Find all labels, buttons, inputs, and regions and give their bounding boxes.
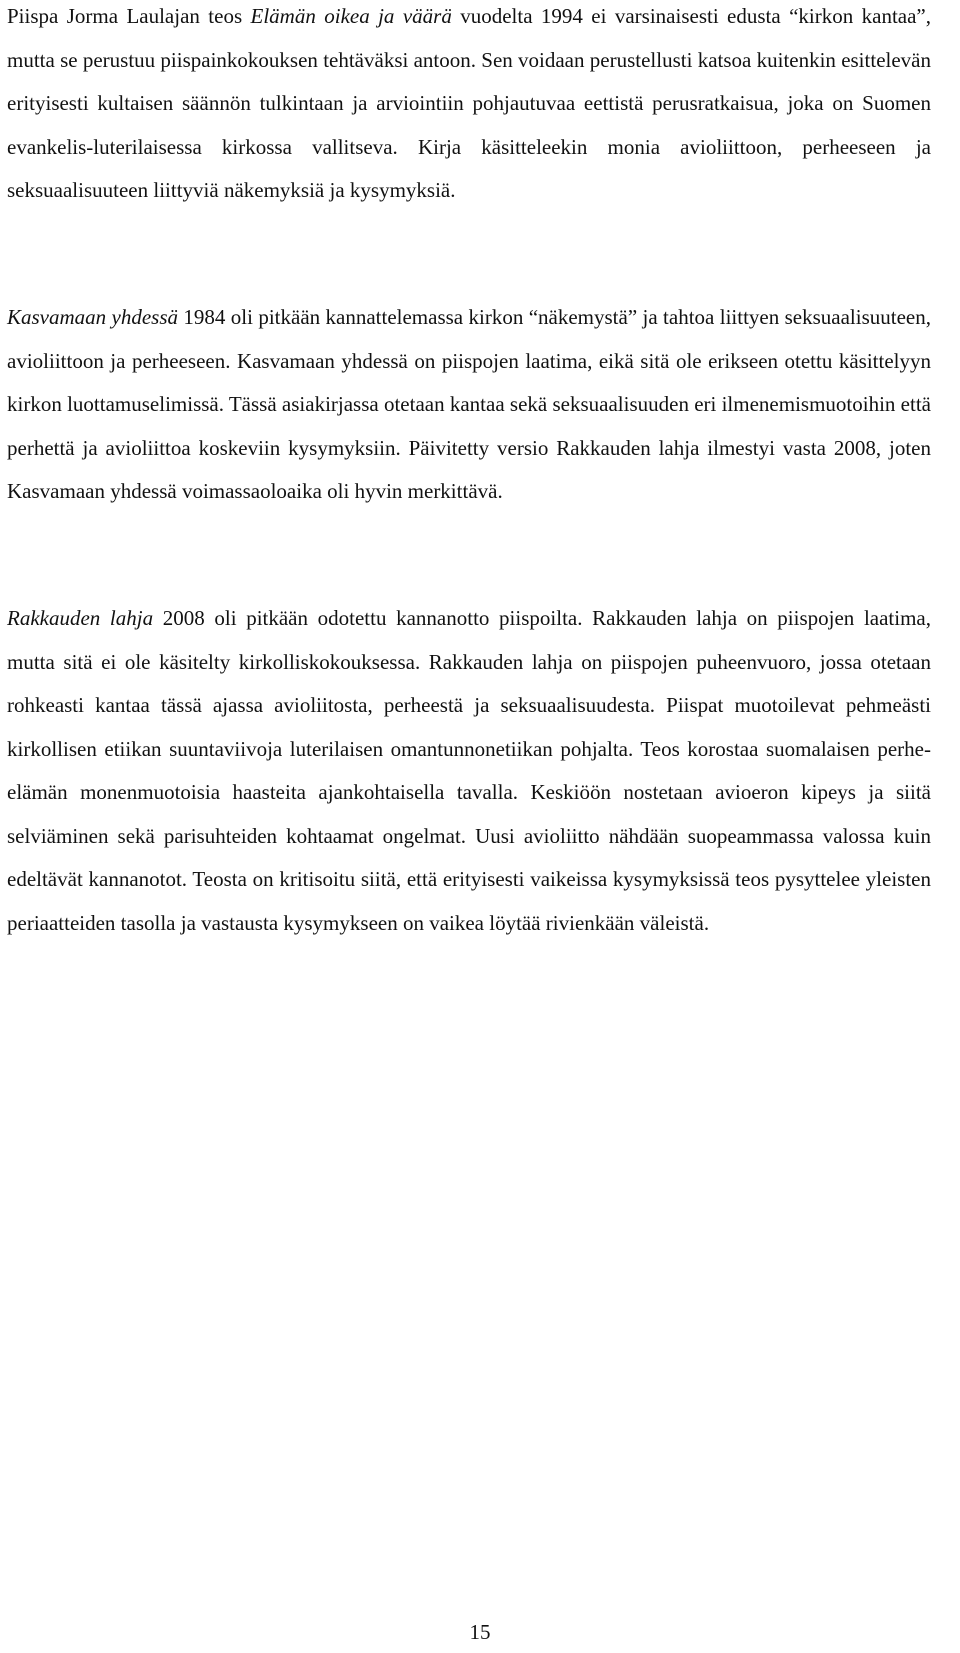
paragraph-elaman-oikea-ja-vaara: [7, 0, 931, 213]
paragraph-kasvamaan-yhdessa: [7, 296, 931, 514]
paragraph-text: 2008 oli pitkään odotettu kannanotto piispoilta. Rakkauden lahja on piispojen laatima, mutta sitä ei ole käsitelty kirkolliskokouksessa. Rakkauden lahja on piispojen puheenvuoro, jossa otetaan rohkeasti kantaa tässä ajassa avioliitosta, perheestä ja seksuaalisuudesta. Piispat muotoilevat pehmeästi kirkollisen etiikan suuntaviivoja luterilaisen omantunnonetiikan pohjalta. Teos korostaa suomalaisen perhe-elämän monenmuotoisia haasteita ajankohtaisella tavalla. Keskiöön nostetaan avioeron kipeys ja siitä selviäminen sekä parisuhteiden kohtaamat ongelmat. Uusi avioliitto nähdään suopeammassa valossa kuin edeltävät kannanotot. Teosta on kritisoitu siitä, että erityisesti vaikeissa kysymyksissä teos pysyttelee yleisten periaatteiden tasolla ja vastausta kysymykseen on vaikea löytää rivienkään väleistä.: [7, 606, 931, 935]
book-title-italic: Elämän oikea ja väärä: [250, 4, 452, 28]
book-title-italic: Rakkauden lahja: [7, 606, 154, 630]
page-number: 15: [469, 1620, 491, 1644]
book-title-italic: Kasvamaan yhdessä: [7, 305, 179, 329]
paragraph-text: Piispa Jorma Laulajan teos: [7, 4, 251, 28]
paragraph-text: vuodelta 1994 ei varsinaisesti edusta “kirkon kantaa”, mutta se perustuu piispainkokouksen tehtäväksi antoon. Sen voidaan perustellusti katsoa kuitenkin esittelevän erityisesti kultaisen säännön tulkintaan ja arviointiin pohjautuvaa eettistä perusratkaisua, joka on Suomen evankelis-luterilaisessa kirkossa vallitseva. Kirja käsitteleekin monia avioliittoon, perheeseen ja seksuaalisuuteen liittyviä näkemyksiä ja kysymyksiä.: [7, 4, 931, 202]
paragraph-text: 1984 oli pitkään kannattelemassa kirkon “näkemystä” ja tahtoa liittyen seksuaalisuuteen, avioliittoon ja perheeseen. Kasvamaan yhdessä on piispojen laatima, eikä sitä ole erikseen otettu käsittelyyn kirkon luottamuselimissä. Tässä asiakirjassa otetaan kantaa sekä seksuaalisuuden eri ilmenemismuotoihin että perhettä ja avioliittoa koskeviin kysymyksiin. Päivitetty versio Rakkauden lahja ilmestyi vasta 2008, joten Kasvamaan yhdessä voimassaoloaika oli hyvin merkittävä.: [7, 305, 931, 503]
paragraph-rakkauden-lahja: [7, 597, 931, 945]
